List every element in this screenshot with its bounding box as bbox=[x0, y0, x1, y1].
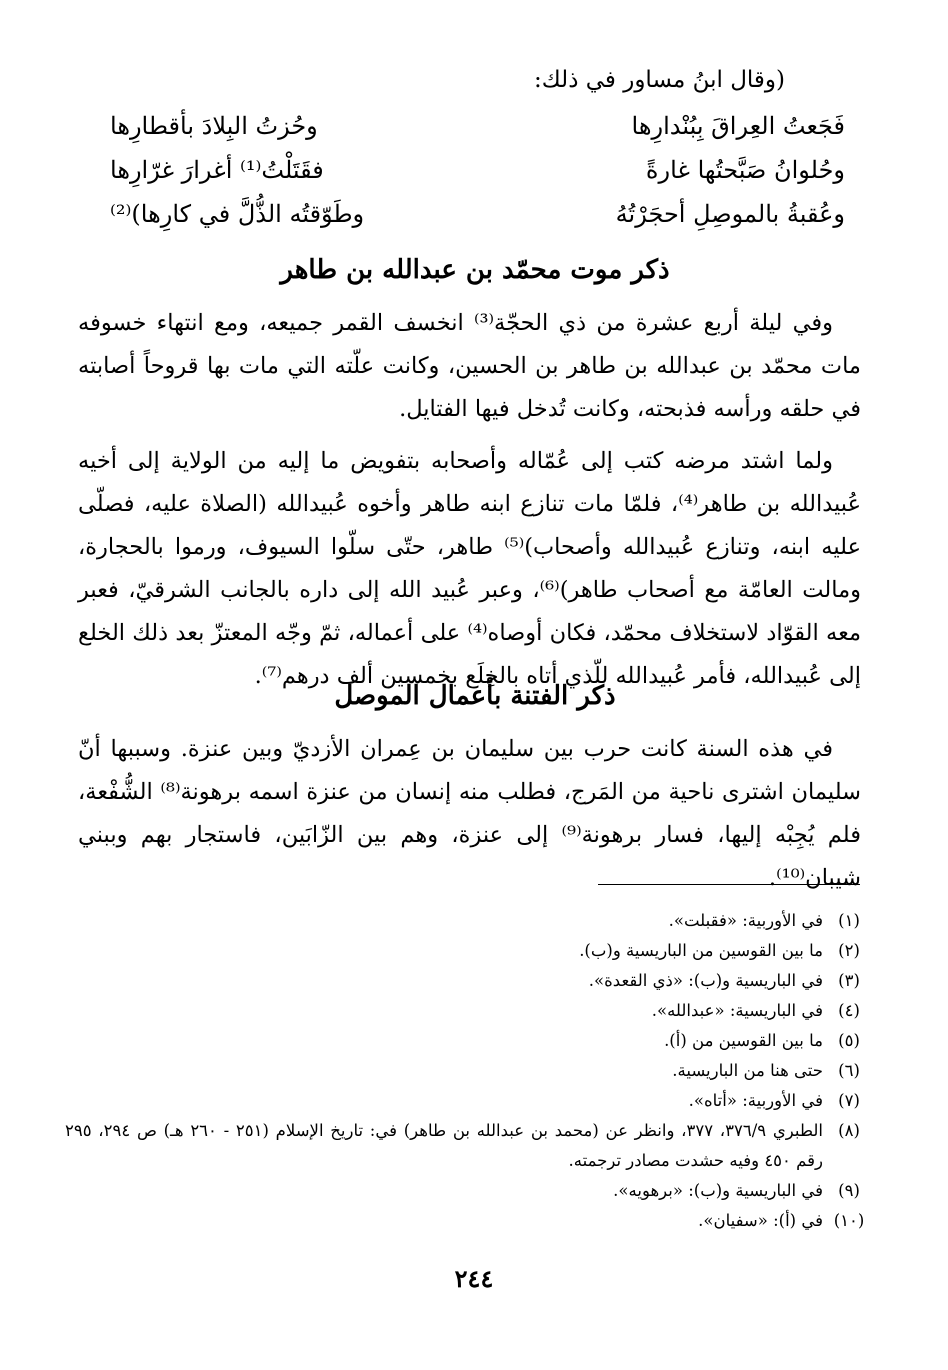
footnote bbox=[65, 1116, 875, 1176]
paragraph-text: في هذه السنة كانت حرب بين سليمان بن عِمران الأزديّ وبين عنزة. وسببها أنّ سليمان اشترى ناحية من المَرج، فطلب منه إنسان من عنزة اسمه برهونة⁽⁸⁾ الشُّفْعة، فلم يُجِبْه إليها، فسار برهونة⁽⁹⁾ إلى عنزة، وهم بين الزّابَين، فاستجار بهم وببني شيبان⁽¹⁰⁾. bbox=[78, 736, 862, 891]
footnote-number: (٧) bbox=[838, 1091, 860, 1110]
footnote-number: (٥) bbox=[838, 1031, 860, 1050]
footnote-text: في الباريسية و(ب): «برهويه». bbox=[613, 1181, 823, 1200]
verse-first-hemistich: وحُلوانُ صَبَّحتُها غارةً bbox=[645, 156, 845, 184]
verse-line bbox=[110, 156, 845, 200]
footnote bbox=[65, 906, 875, 936]
footnote-text: في الباريسية و(ب): «ذي القعدة». bbox=[588, 971, 823, 990]
verse-line bbox=[110, 200, 845, 244]
verse-first-hemistich: فَجَعتُ العِراقَ بِبُنْدارِها bbox=[631, 112, 845, 140]
footnote-text: في (أ): «سفيان». bbox=[698, 1211, 823, 1230]
footnote-number: (١٠) bbox=[833, 1211, 865, 1230]
footnote-number: (٤) bbox=[838, 1001, 860, 1020]
footnote-number: (٢) bbox=[838, 941, 860, 960]
paragraph bbox=[78, 728, 861, 900]
footnote bbox=[65, 966, 875, 996]
footnote-text: حتى هنا من الباريسية. bbox=[672, 1061, 823, 1080]
verse-second-hemistich: وحُزتُ البِلادَ بأقطارِها bbox=[110, 112, 318, 140]
footnote bbox=[65, 996, 875, 1026]
footnote-text: الطبري ٣٧٦/٩، ٣٧٧، وانظر عن (محمد بن عبدالله بن طاهر) في: تاريخ الإسلام (٢٥١ - ٢٦٠ هـ) ص ٢٩٤، ٢٩٥ رقم ٤٥٠ وفيه حشدت مصادر ترجمته. bbox=[65, 1121, 824, 1170]
footnote-number: (٦) bbox=[838, 1061, 860, 1080]
paragraph bbox=[78, 440, 861, 698]
footnote-text: ما بين القوسين من الباريسية و(ب). bbox=[579, 941, 823, 960]
footnote-number: (٩) bbox=[838, 1181, 860, 1200]
footnote-text: ما بين القوسين من (أ). bbox=[664, 1031, 823, 1050]
section-heading: ذكر الفتنة بأعمال الموصل bbox=[334, 681, 616, 711]
verse-second-hemistich: وطَوّقتُه الذُّلَّ في كارِها)⁽²⁾ bbox=[110, 200, 365, 228]
verse-first-hemistich: وعُقبةُ بالموصِلِ أحجَرْتُهُ bbox=[615, 200, 845, 228]
footnote-divider bbox=[598, 884, 860, 885]
section-heading: ذكر موت محمّد بن عبدالله بن طاهر bbox=[280, 255, 670, 285]
footnote bbox=[65, 1086, 875, 1116]
paragraph-text: ولما اشتد مرضه كتب إلى عُمّاله وأصحابه بتفويض ما إليه من الولاية إلى أخيه عُبيدالله بن طاهر⁽⁴⁾، فلمّا مات تنازع ابنه طاهر وأخوه عُبيدالله (الصلاة عليه، فصلّى عليه ابنه، وتنازع عُبيدالله وأصحاب)⁽⁵⁾ طاهر، حتّى سلّوا السيوف، ورموا بالحجارة، ومالت العامّة مع أصحاب طاهر)⁽⁶⁾، وعبر عُبيد الله إلى داره بالجانب الشرقيّ، فعبر معه القوّاد لاستخلاف محمّد، فكان أوصاه⁽⁴⁾ على أعماله، ثمّ وجّه المعتزّ بعد ذلك الخلع إلى عُبيدالله، فأمر عُبيدالله للّذي أتاه بالخِلَع بخمسين ألف درهم⁽⁷⁾. bbox=[78, 448, 862, 689]
footnote bbox=[65, 1176, 875, 1206]
footnote bbox=[65, 1056, 875, 1086]
page-number: ٢٤٤ bbox=[454, 1264, 494, 1293]
footnote-number: (١) bbox=[838, 911, 860, 930]
footnote bbox=[65, 1026, 875, 1056]
footnote-number: (٣) bbox=[838, 971, 860, 990]
paragraph bbox=[78, 302, 861, 431]
footnote bbox=[65, 936, 875, 966]
poem-intro: (وقال ابنُ مساور في ذلك: bbox=[534, 67, 785, 93]
footnote-number: (٨) bbox=[838, 1121, 860, 1140]
footnote-text: في الأوربية: «فقبلت». bbox=[668, 911, 823, 930]
paragraph-text: وفي ليلة أربع عشرة من ذي الحجّة⁽³⁾ انخسف القمر جميعه، ومع انتهاء خسوفه مات محمّد بن عبدالله بن طاهر بن الحسين، وكانت علّته التي مات بها قروحاً أصابته في حلقه ورأسه فذبحته، وكانت تُدخل فيها الفتايل. bbox=[78, 310, 861, 422]
verse-line bbox=[110, 112, 845, 156]
verse-second-hemistich: فقَتَلْتُ⁽¹⁾ أغرارَ غرّارِها bbox=[110, 156, 324, 184]
footnotes bbox=[65, 906, 875, 1236]
footnote-text: في الأوربية: «أتاه». bbox=[688, 1091, 823, 1110]
footnote bbox=[65, 1206, 875, 1236]
footnote-text: في الباريسية: «عبدالله». bbox=[651, 1001, 823, 1020]
